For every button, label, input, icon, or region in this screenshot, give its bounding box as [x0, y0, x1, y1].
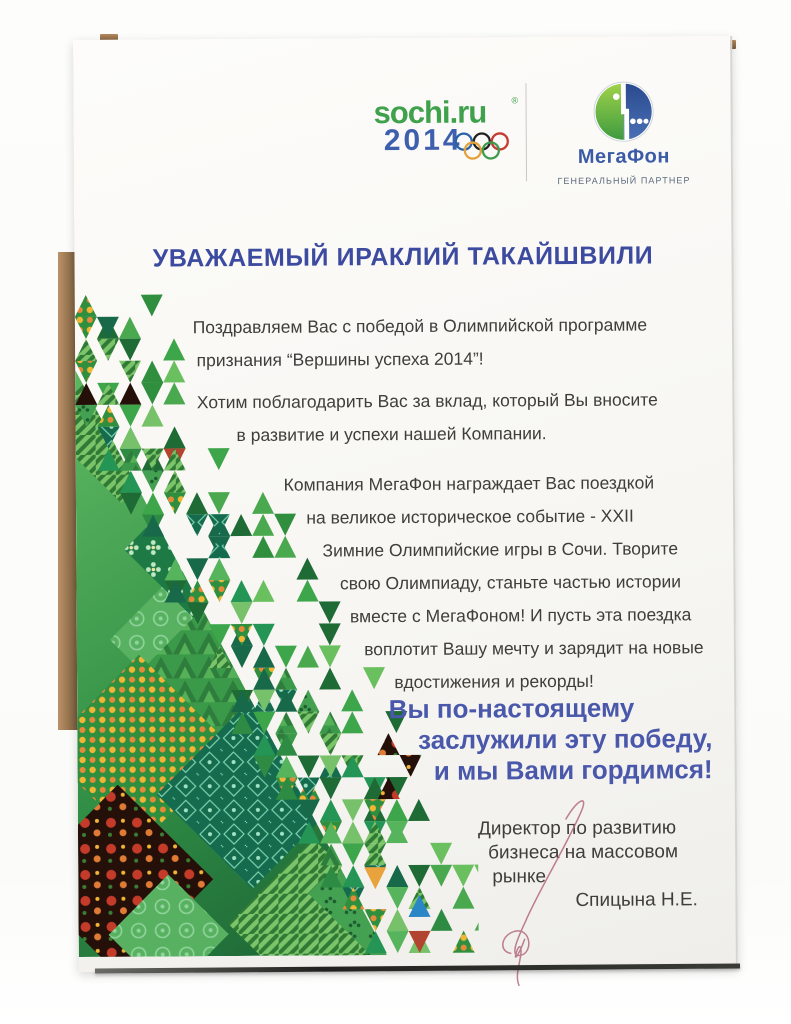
text-line: заслужили эту победу,	[418, 723, 713, 755]
text-line: воплотит Вашу мечту и зарядит на новые	[364, 637, 704, 660]
megafon-logo-block	[553, 80, 694, 186]
sochi-logo-year: 2014	[383, 123, 463, 158]
megafon-logo-icon	[592, 80, 654, 142]
trademark-symbol: ®	[511, 95, 519, 106]
megafon-partner-subtitle: ГЕНЕРАЛЬНЫЙ ПАРТНЕР	[557, 175, 691, 187]
closing-message	[372, 692, 713, 787]
sochi-logo-text: sochi.ru	[373, 94, 487, 131]
text-line: вдостижения и рекорды!	[394, 670, 594, 693]
text-line: в развитие и успехи нашей Компании.	[236, 423, 547, 446]
olympic-rings-icon	[454, 131, 516, 161]
recipient-title: УВАЖАЕМЫЙ ИРАКЛИЙ ТАКАЙШВИЛИ	[152, 241, 654, 273]
text-line: признания “Вершины успеха 2014”!	[196, 348, 484, 371]
paragraph-award	[211, 466, 782, 700]
text-line: Поздравляем Вас с победой в Олимпийской программе	[192, 314, 648, 338]
text-line: и мы Вами гордимся!	[433, 754, 713, 786]
text-line: Вы по-настоящему	[388, 692, 635, 725]
paragraph-congratulation	[135, 308, 705, 377]
megafon-name: МегаФон	[577, 145, 670, 168]
certificate-paper	[73, 36, 738, 972]
text-line: Компания МегаФон награждает Вас поездкой	[283, 472, 655, 495]
text-line: на великое историческое событие - XXII	[306, 505, 634, 528]
text-line: Хотим поблагодарить Вас за вклад, который Вы вносите	[196, 389, 658, 413]
signer-name: Спицына Н.Е.	[575, 889, 698, 911]
paragraph-thanks	[142, 383, 712, 452]
header-divider	[525, 83, 527, 181]
text-line: Зимние Олимпийские игры в Сочи. Творите	[322, 538, 679, 561]
text-line: Директор по развитию	[477, 817, 677, 840]
text-line: вместе с МегаФоном! И пусть эта поездка	[349, 604, 692, 627]
text-line: бизнеса на массовом	[488, 841, 679, 864]
text-line: рынке	[492, 866, 547, 888]
text-line: свою Олимпиаду, станьте частью истории	[339, 571, 682, 594]
